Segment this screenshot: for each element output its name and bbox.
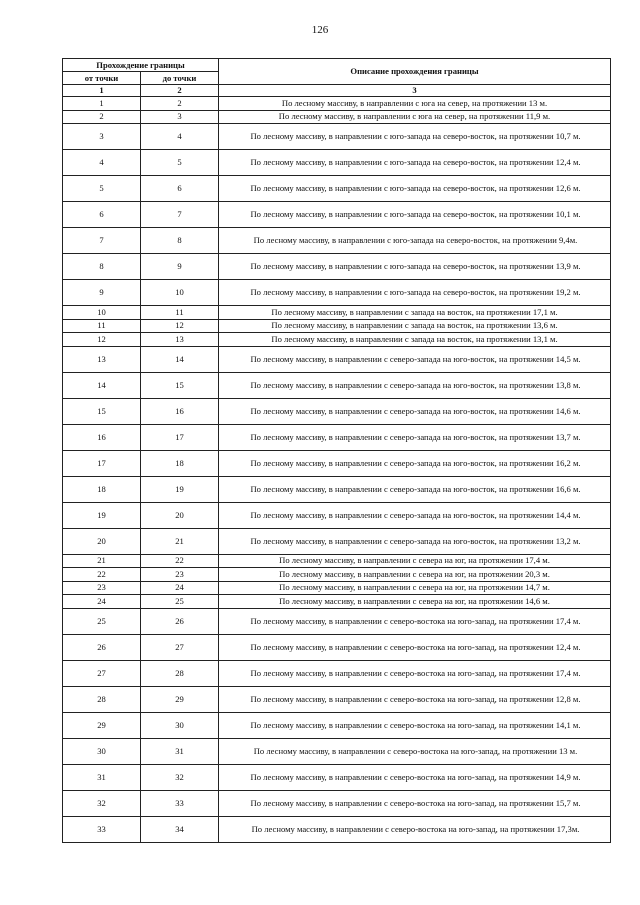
description-cell: По лесному массиву, в направлении с северо-запада на юго-восток, на протяжении 13,2 м. [219, 528, 611, 554]
to-point-cell: 26 [141, 608, 219, 634]
description-cell: По лесному массиву, в направлении с северо-востока на юго-запад, на протяжении 13 м. [219, 738, 611, 764]
from-point-cell: 17 [63, 450, 141, 476]
column-number: 2 [141, 85, 219, 97]
from-point-cell: 14 [63, 372, 141, 398]
column-number: 1 [63, 85, 141, 97]
table-row [63, 816, 611, 842]
description-cell: По лесному массиву, в направлении с северо-запада на юго-восток, на протяжении 13,7 м. [219, 424, 611, 450]
from-point-cell: 24 [63, 595, 141, 609]
to-point-cell: 25 [141, 595, 219, 609]
table-row [63, 424, 611, 450]
table-row [63, 333, 611, 347]
from-point-cell: 6 [63, 202, 141, 228]
from-point-cell: 23 [63, 581, 141, 595]
table-row [63, 372, 611, 398]
from-point-cell: 11 [63, 319, 141, 333]
description-cell: По лесному массиву, в направлении с запада на восток, на протяжении 17,1 м. [219, 306, 611, 320]
description-cell: По лесному массиву, в направлении с юга на север, на протяжении 11,9 м. [219, 110, 611, 124]
from-point-cell: 21 [63, 554, 141, 568]
to-point-cell: 28 [141, 660, 219, 686]
from-point-cell: 13 [63, 346, 141, 372]
table-row [63, 254, 611, 280]
to-point-cell: 29 [141, 686, 219, 712]
description-cell: По лесному массиву, в направлении с северо-востока на юго-запад, на протяжении 14,1 м. [219, 712, 611, 738]
header-from: от точки [63, 72, 141, 85]
description-cell: По лесному массиву, в направлении с северо-запада на юго-восток, на протяжении 13,8 м. [219, 372, 611, 398]
description-cell: По лесному массиву, в направлении с северо-запада на юго-восток, на протяжении 16,2 м. [219, 450, 611, 476]
to-point-cell: 14 [141, 346, 219, 372]
description-cell: По лесному массиву, в направлении с юго-запада на северо-восток, на протяжении 12,4 м. [219, 150, 611, 176]
table-row [63, 306, 611, 320]
to-point-cell: 17 [141, 424, 219, 450]
table-row [63, 581, 611, 595]
from-point-cell: 25 [63, 608, 141, 634]
description-cell: По лесному массиву, в направлении с севера на юг, на протяжении 20,3 м. [219, 568, 611, 582]
from-point-cell: 9 [63, 280, 141, 306]
to-point-cell: 6 [141, 176, 219, 202]
boundary-table [62, 58, 611, 843]
to-point-cell: 11 [141, 306, 219, 320]
to-point-cell: 10 [141, 280, 219, 306]
table-row [63, 398, 611, 424]
description-cell: По лесному массиву, в направлении с северо-востока на юго-запад, на протяжении 14,9 м. [219, 764, 611, 790]
table-row [63, 110, 611, 124]
description-cell: По лесному массиву, в направлении с запада на восток, на протяжении 13,1 м. [219, 333, 611, 347]
from-point-cell: 31 [63, 764, 141, 790]
table-body [63, 97, 611, 843]
from-point-cell: 2 [63, 110, 141, 124]
description-cell: По лесному массиву, в направлении с юго-запада на северо-восток, на протяжении 10,7 м. [219, 124, 611, 150]
to-point-cell: 23 [141, 568, 219, 582]
description-cell: По лесному массиву, в направлении с юго-запада на северо-восток, на протяжении 19,2 м. [219, 280, 611, 306]
description-cell: По лесному массиву, в направлении с запада на восток, на протяжении 13,6 м. [219, 319, 611, 333]
from-point-cell: 10 [63, 306, 141, 320]
table-row [63, 686, 611, 712]
table-row [63, 124, 611, 150]
table-row [63, 528, 611, 554]
to-point-cell: 20 [141, 502, 219, 528]
table-row [63, 608, 611, 634]
from-point-cell: 12 [63, 333, 141, 347]
to-point-cell: 15 [141, 372, 219, 398]
description-cell: По лесному массиву, в направлении с юга на север, на протяжении 13 м. [219, 97, 611, 111]
from-point-cell: 18 [63, 476, 141, 502]
table-row [63, 176, 611, 202]
from-point-cell: 28 [63, 686, 141, 712]
from-point-cell: 8 [63, 254, 141, 280]
header-group: Прохождение границы [63, 59, 219, 72]
description-cell: По лесному массиву, в направлении с северо-запада на юго-восток, на протяжении 14,6 м. [219, 398, 611, 424]
description-cell: По лесному массиву, в направлении с юго-запада на северо-восток, на протяжении 9,4м. [219, 228, 611, 254]
description-cell: По лесному массиву, в направлении с северо-востока на юго-запад, на протяжении 15,7 м. [219, 790, 611, 816]
from-point-cell: 5 [63, 176, 141, 202]
from-point-cell: 1 [63, 97, 141, 111]
description-cell: По лесному массиву, в направлении с северо-востока на юго-запад, на протяжении 12,8 м. [219, 686, 611, 712]
description-cell: По лесному массиву, в направлении с юго-запада на северо-восток, на протяжении 13,9 м. [219, 254, 611, 280]
description-cell: По лесному массиву, в направлении с северо-востока на юго-запад, на протяжении 17,3м. [219, 816, 611, 842]
header-description: Описание прохождения границы [219, 59, 611, 85]
table-row [63, 97, 611, 111]
description-cell: По лесному массиву, в направлении с северо-востока на юго-запад, на протяжении 17,4 м. [219, 608, 611, 634]
table-row [63, 476, 611, 502]
to-point-cell: 16 [141, 398, 219, 424]
to-point-cell: 31 [141, 738, 219, 764]
to-point-cell: 33 [141, 790, 219, 816]
to-point-cell: 21 [141, 528, 219, 554]
from-point-cell: 16 [63, 424, 141, 450]
to-point-cell: 32 [141, 764, 219, 790]
from-point-cell: 4 [63, 150, 141, 176]
description-cell: По лесному массиву, в направлении с севера на юг, на протяжении 17,4 м. [219, 554, 611, 568]
description-cell: По лесному массиву, в направлении с юго-запада на северо-восток, на протяжении 12,6 м. [219, 176, 611, 202]
to-point-cell: 24 [141, 581, 219, 595]
to-point-cell: 2 [141, 97, 219, 111]
table-row [63, 450, 611, 476]
description-cell: По лесному массиву, в направлении с северо-востока на юго-запад, на протяжении 17,4 м. [219, 660, 611, 686]
table-row [63, 634, 611, 660]
page-number: 126 [311, 24, 329, 36]
to-point-cell: 27 [141, 634, 219, 660]
from-point-cell: 7 [63, 228, 141, 254]
to-point-cell: 12 [141, 319, 219, 333]
table-row [63, 764, 611, 790]
to-point-cell: 34 [141, 816, 219, 842]
table-row [63, 712, 611, 738]
table-row [63, 346, 611, 372]
description-cell: По лесному массиву, в направлении с северо-востока на юго-запад, на протяжении 12,4 м. [219, 634, 611, 660]
table-row [63, 319, 611, 333]
to-point-cell: 13 [141, 333, 219, 347]
from-point-cell: 26 [63, 634, 141, 660]
from-point-cell: 27 [63, 660, 141, 686]
from-point-cell: 32 [63, 790, 141, 816]
table-row [63, 228, 611, 254]
to-point-cell: 9 [141, 254, 219, 280]
table-row [63, 568, 611, 582]
to-point-cell: 8 [141, 228, 219, 254]
table-row [63, 554, 611, 568]
header-to: до точки [141, 72, 219, 85]
table-row [63, 280, 611, 306]
from-point-cell: 20 [63, 528, 141, 554]
table-row [63, 150, 611, 176]
description-cell: По лесному массиву, в направлении с северо-запада на юго-восток, на протяжении 16,6 м. [219, 476, 611, 502]
to-point-cell: 19 [141, 476, 219, 502]
to-point-cell: 4 [141, 124, 219, 150]
from-point-cell: 30 [63, 738, 141, 764]
from-point-cell: 19 [63, 502, 141, 528]
table-row [63, 595, 611, 609]
to-point-cell: 3 [141, 110, 219, 124]
description-cell: По лесному массиву, в направлении с северо-запада на юго-восток, на протяжении 14,4 м. [219, 502, 611, 528]
table-row [63, 502, 611, 528]
to-point-cell: 30 [141, 712, 219, 738]
to-point-cell: 5 [141, 150, 219, 176]
table-row [63, 738, 611, 764]
from-point-cell: 15 [63, 398, 141, 424]
from-point-cell: 33 [63, 816, 141, 842]
from-point-cell: 3 [63, 124, 141, 150]
to-point-cell: 22 [141, 554, 219, 568]
description-cell: По лесному массиву, в направлении с северо-запада на юго-восток, на протяжении 14,5 м. [219, 346, 611, 372]
table-row [63, 202, 611, 228]
from-point-cell: 29 [63, 712, 141, 738]
table-row [63, 790, 611, 816]
column-number: 3 [219, 85, 611, 97]
to-point-cell: 7 [141, 202, 219, 228]
description-cell: По лесному массиву, в направлении с юго-запада на северо-восток, на протяжении 10,1 м. [219, 202, 611, 228]
description-cell: По лесному массиву, в направлении с севера на юг, на протяжении 14,7 м. [219, 581, 611, 595]
to-point-cell: 18 [141, 450, 219, 476]
table-row [63, 660, 611, 686]
description-cell: По лесному массиву, в направлении с севера на юг, на протяжении 14,6 м. [219, 595, 611, 609]
from-point-cell: 22 [63, 568, 141, 582]
